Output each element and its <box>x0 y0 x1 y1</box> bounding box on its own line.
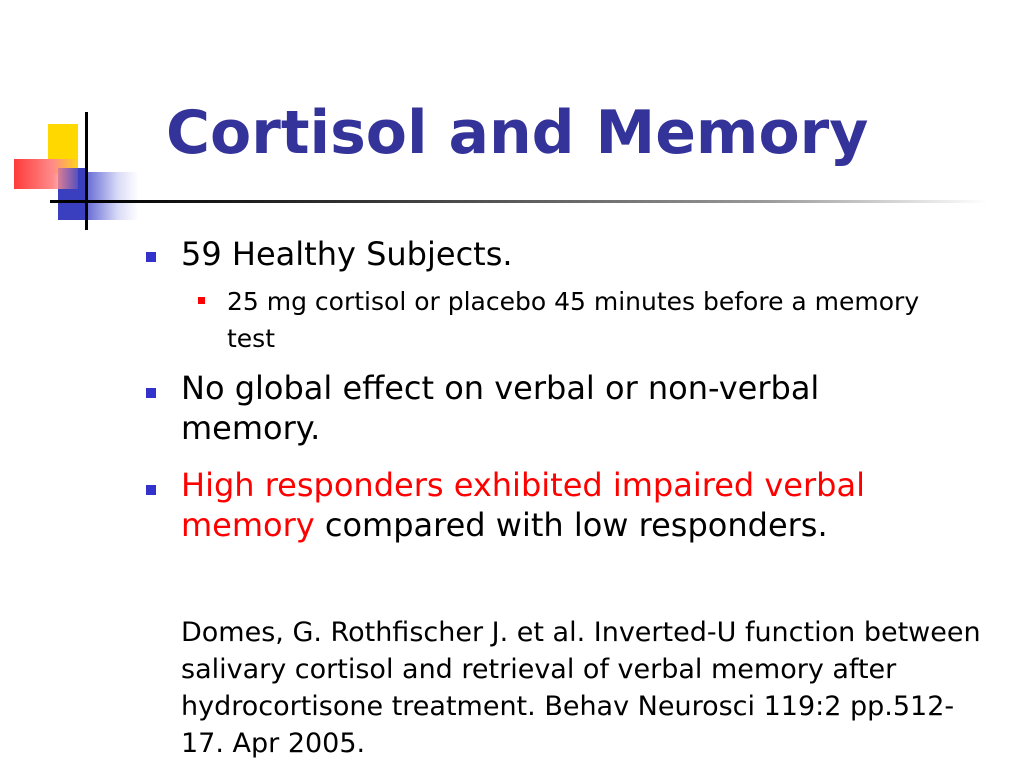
logo-red-square <box>14 159 78 189</box>
logo-blue-fade <box>88 172 138 220</box>
bullet-marker <box>146 252 156 262</box>
citation-text: Domes, G. Rothfischer J. et al. Inverted-U function between salivary cortisol and retrieval of verbal memory after hydrocortisone treatment. Behav Neurosci 119:2 pp.512-17. Apr 2005. <box>181 617 981 759</box>
slide-logo-decoration <box>0 0 160 240</box>
title-underline <box>88 200 988 203</box>
bullet-text <box>181 465 961 545</box>
bullet-marker <box>146 485 156 495</box>
sub-bullet-text: 25 mg cortisol or placebo 45 minutes before a memory test <box>227 287 920 353</box>
sub-bullet-marker <box>198 297 205 304</box>
bullet-text: No global effect on verbal or non-verbal memory. <box>181 369 820 447</box>
bullet-text: 59 Healthy Subjects. <box>181 235 513 273</box>
highlighted-text: High responders exhibited impaired verbal memory <box>181 466 865 544</box>
bullet-marker <box>146 388 156 398</box>
slide-title: Cortisol and Memory <box>166 98 869 168</box>
logo-vertical-line <box>85 112 88 230</box>
bullet-text-tail: compared with low responders. <box>314 506 828 544</box>
logo-horizontal-line <box>50 200 90 203</box>
